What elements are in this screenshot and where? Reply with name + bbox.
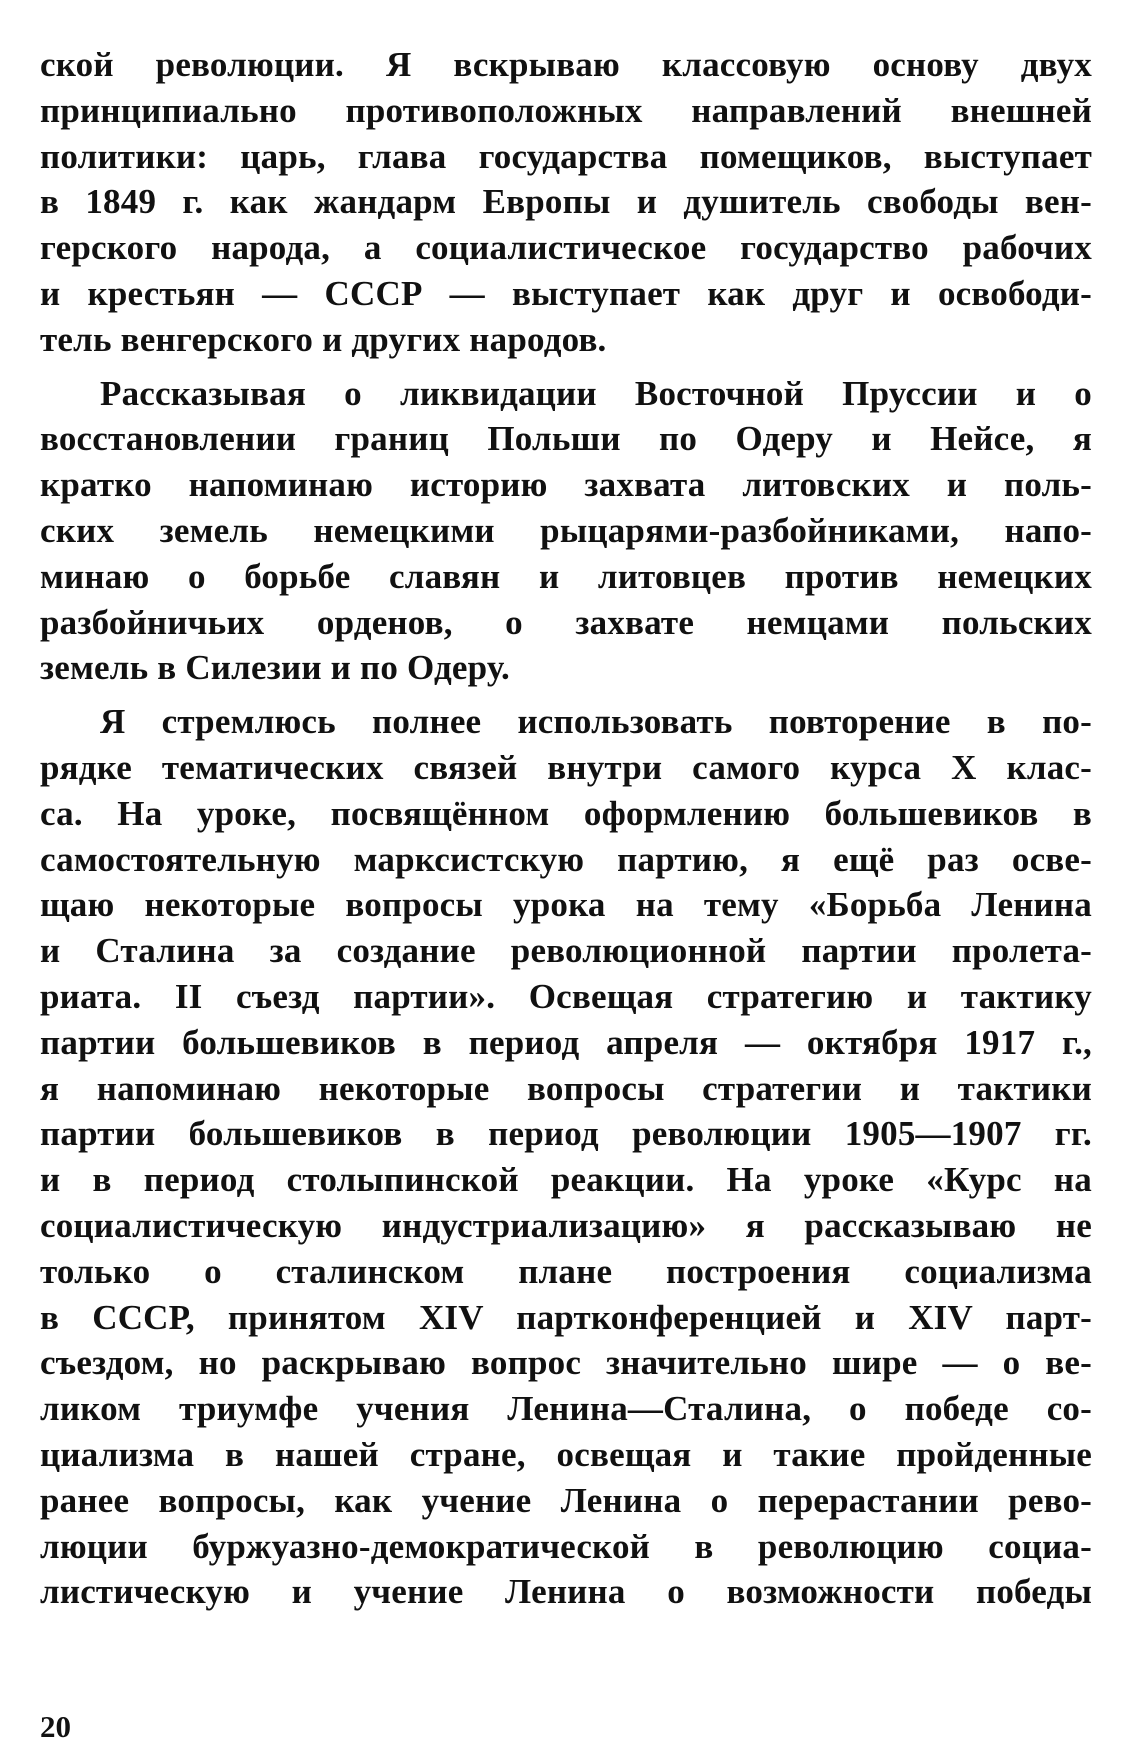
text-line: партии большевиков в период апреля — октября 1917 г., [40,1022,1092,1062]
text-line: ранее вопросы, как учение Ленина о перерастании рево- [40,1480,1092,1520]
text-line: тель венгерского и других народов. [40,319,607,359]
text-line: разбойничьих орденов, о захвате немцами польских [40,602,1092,642]
text-line: принципиально противоположных направлений внешней [40,90,1092,130]
page-body [40,42,1092,1615]
paragraph-3 [40,699,1092,1615]
text-line: земель в Силезии и по Одеру. [40,648,510,688]
text-line: и Сталина за создание революционной партии пролета- [40,931,1092,971]
text-line: ской революции. Я вскрываю классовую основу двух [40,45,1092,84]
paragraph-1 [40,42,1092,363]
text-line: Я стремлюсь полнее использовать повторение в по- [100,702,1092,742]
page-number: 20 [40,1709,71,1744]
text-line: только о сталинском плане построения социализма [40,1251,1092,1291]
text-line: листическую и учение Ленина о возможности победы [40,1572,1092,1612]
text-line: я напоминаю некоторые вопросы стратегии и тактики [40,1068,1092,1108]
text-line: ских земель немецкими рыцарями-разбойниками, напо- [40,510,1092,550]
text-line: самостоятельную марксистскую партию, я ещё раз осве- [40,839,1092,879]
text-line: Рассказывая о ликвидации Восточной Пруссии и о [100,373,1092,413]
text-line: социалистическую индустриализацию» я рассказываю не [40,1205,1092,1245]
text-line: и крестьян — СССР — выступает как друг и освободи- [40,273,1092,313]
text-line: кратко напоминаю историю захвата литовских и поль- [40,465,1092,505]
text-line: рядке тематических связей внутри самого курса X клас- [40,747,1092,787]
text-line: политики: царь, глава государства помещиков, выступает [40,136,1092,176]
text-line: щаю некоторые вопросы урока на тему «Борьба Ленина [40,885,1092,925]
text-line: риата. II съезд партии». Освещая стратегию и тактику [40,976,1092,1016]
text-line: партии большевиков в период революции 1905—1907 гг. [40,1114,1092,1154]
text-line: восстановлении границ Польши по Одеру и Нейсе, я [40,419,1092,459]
text-line: са. На уроке, посвящённом оформлению большевиков в [40,793,1092,833]
text-line: люции буржуазно-демократической в революцию социа- [40,1526,1092,1566]
text-line: в 1849 г. как жандарм Европы и душитель свободы вен- [40,182,1092,222]
text-line: съездом, но раскрываю вопрос значительно шире — о ве- [40,1343,1092,1383]
text-line: минаю о борьбе славян и литовцев против немецких [40,556,1092,596]
paragraph-2 [40,371,1092,692]
text-line: и в период столыпинской реакции. На уроке «Курс на [40,1160,1092,1200]
text-line: циализма в нашей стране, освещая и такие пройденные [40,1434,1092,1474]
text-line: ликом триумфе учения Ленина—Сталина, о победе со- [40,1389,1092,1429]
text-line: в СССР, принятом XIV партконференцией и XIV парт- [40,1297,1092,1337]
text-line: герского народа, а социалистическое государство рабочих [40,228,1092,268]
